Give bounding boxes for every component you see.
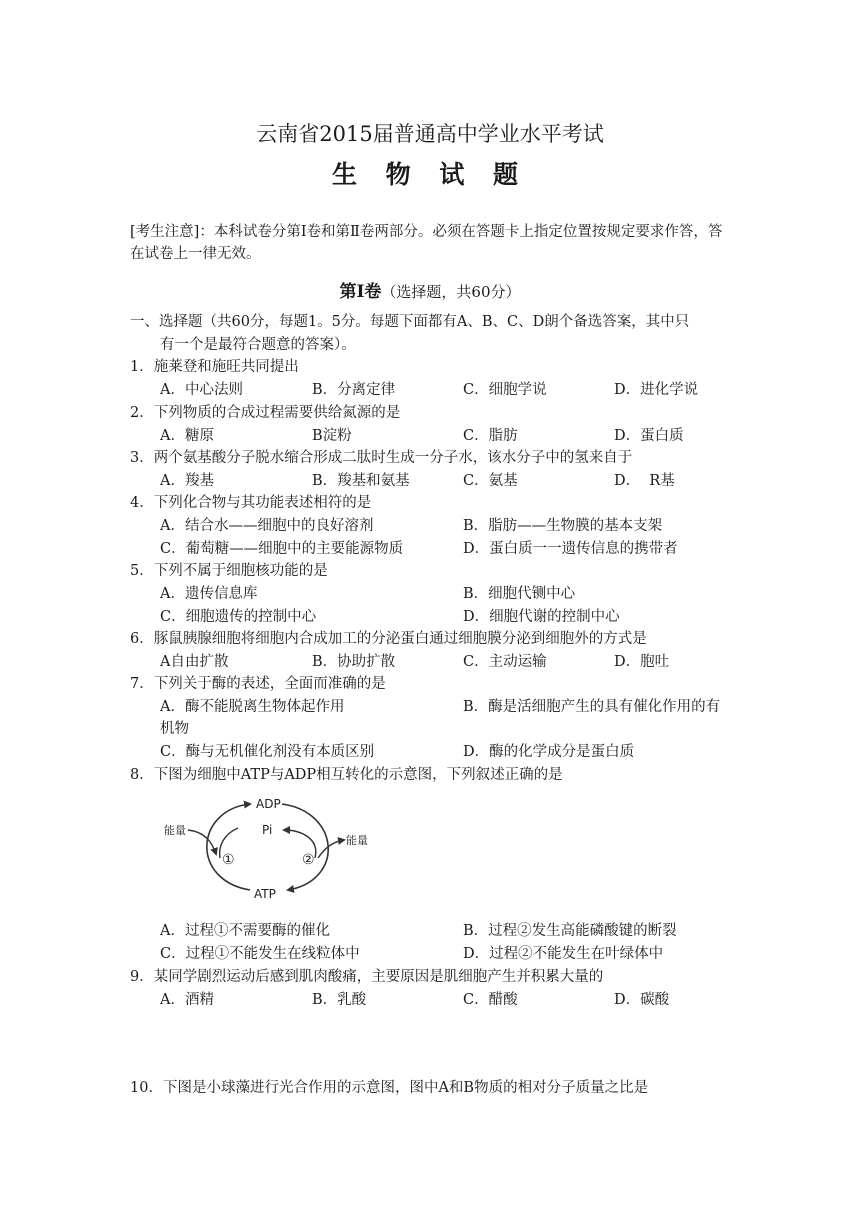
question-option: B．酶是活细胞产生的具有催化作用的有 <box>463 699 721 715</box>
arrow-process-2 <box>282 804 328 890</box>
question-option: D．蛋白质一一遗传信息的携带者 <box>463 541 678 557</box>
question-option: D．蛋白质 <box>614 428 684 444</box>
question-option: C．细胞学说 <box>463 382 547 398</box>
question-option: C．过程①不能发生在线粒体中 <box>160 946 360 962</box>
question-option: C．主动运输 <box>463 654 547 670</box>
question-option: A自由扩散 <box>160 654 229 670</box>
question-option: C．葡萄糖——细胞中的主要能源物质 <box>160 541 404 557</box>
question-option: B．细胞代铡中心 <box>463 586 576 602</box>
question-option: B．过程②发生高能磷酸键的断裂 <box>463 923 677 939</box>
question-option: D．胞吐 <box>614 654 670 670</box>
question-stem: 7．下列关于酶的表述，全面而准确的是 <box>130 676 386 692</box>
question-option: D．过程②不能发生在叶绿体中 <box>463 946 664 962</box>
question-stem: 6．豚鼠胰腺细胞将细胞内合成加工的分泌蛋白通过细胞膜分泌到细胞外的方式是 <box>130 631 647 647</box>
pi-label: Pi <box>262 823 273 837</box>
section-note: （选择题，共60分） <box>381 283 521 301</box>
question-stem: 3．两个氨基酸分子脱水缩合形成二肽时生成一分子水，该水分子中的氢来自于 <box>130 450 633 466</box>
question-option: A．糖原 <box>160 428 214 444</box>
section-heading <box>0 277 860 302</box>
question-option: A．结合水——细胞中的良好溶剂 <box>160 518 374 534</box>
step-1-label: ① <box>222 852 235 868</box>
step-2-label: ② <box>302 852 315 868</box>
question-option: D．酶的化学成分是蛋白质 <box>463 744 635 760</box>
question-option: C．脂肪 <box>463 428 518 444</box>
question-option: A．羧基 <box>160 473 214 489</box>
section-title: 第Ⅰ卷 <box>339 282 382 302</box>
question-option: A．酶不能脱离生物体起作用 <box>160 699 345 715</box>
question-option: D． R基 <box>614 473 675 489</box>
question-option: A．中心法则 <box>160 382 243 398</box>
question-option: C．细胞遗传的控制中心 <box>160 609 317 625</box>
question-stem: 9．某同学剧烈运动后感到肌肉酸痛，主要原因是肌细胞产生并积累大量的 <box>130 969 604 985</box>
exam-notice: [考生注意]：本科试卷分第Ⅰ卷和第Ⅱ卷两部分。必须在答题卡上指定位置按规定要求作答，答在试卷上一律无效。 <box>130 224 723 262</box>
question-option: C．醋酸 <box>463 992 518 1008</box>
question-stem: 10．下图是小球藻进行光合作用的示意图，图中A和B物质的相对分子质量之比是 <box>130 1080 649 1096</box>
energy-in-label: 能量 <box>164 824 186 837</box>
question-option: C．酶与无机催化剂没有本质区别 <box>160 744 375 760</box>
atp-label: ATP <box>254 887 276 901</box>
question-stem: 5．下列不属于细胞核功能的是 <box>130 563 328 579</box>
question-option: B．脂肪——生物膜的基本支架 <box>463 518 663 534</box>
question-option: D．进化学说 <box>614 382 699 398</box>
instructions-line-2: 有一个是最符合题意的答案）。 <box>160 337 356 353</box>
energy-out-label: 能量 <box>346 834 368 847</box>
question-option: B．分离定律 <box>312 382 396 398</box>
question-option: B淀粉 <box>312 428 352 444</box>
arrow-energy-in <box>188 830 216 854</box>
exam-title: 云南省2015届普通高中学业水平考试 <box>256 122 604 146</box>
instructions-line-1: 一、选择题（共60分，每题1。5分。每题下面都有A、B、C、D朗个备选答案，其中只 <box>130 314 690 330</box>
arrow-energy-out <box>318 840 344 858</box>
question-option: B．羧基和氨基 <box>312 473 410 489</box>
question-option: A．遗传信息库 <box>160 586 258 602</box>
question-stem: 2．下列物质的合成过程需要供给氮源的是 <box>130 405 401 421</box>
question-option: B．协助扩散 <box>312 654 396 670</box>
question-option: D．碳酸 <box>614 992 670 1008</box>
question-stem: 4．下列化合物与其功能表述相符的是 <box>130 495 372 511</box>
question-option: D．细胞代谢的控制中心 <box>463 609 620 625</box>
question-option: B．乳酸 <box>312 992 367 1008</box>
question-stem: 8．下图为细胞中ATP与ADP相互转化的示意图，下列叙述正确的是 <box>130 767 563 783</box>
question-stem: 1．施莱登和施旺共同提出 <box>130 359 299 375</box>
adp-label: ADP <box>256 797 281 811</box>
question-option-continued: 机物 <box>160 721 189 737</box>
question-option: C．氨基 <box>463 473 518 489</box>
atp-adp-diagram <box>150 790 380 910</box>
exam-subtitle: 生 物 试 题 <box>331 160 529 189</box>
question-option: A．过程①不需要酶的催化 <box>160 923 330 939</box>
question-option: A．酒精 <box>160 992 214 1008</box>
